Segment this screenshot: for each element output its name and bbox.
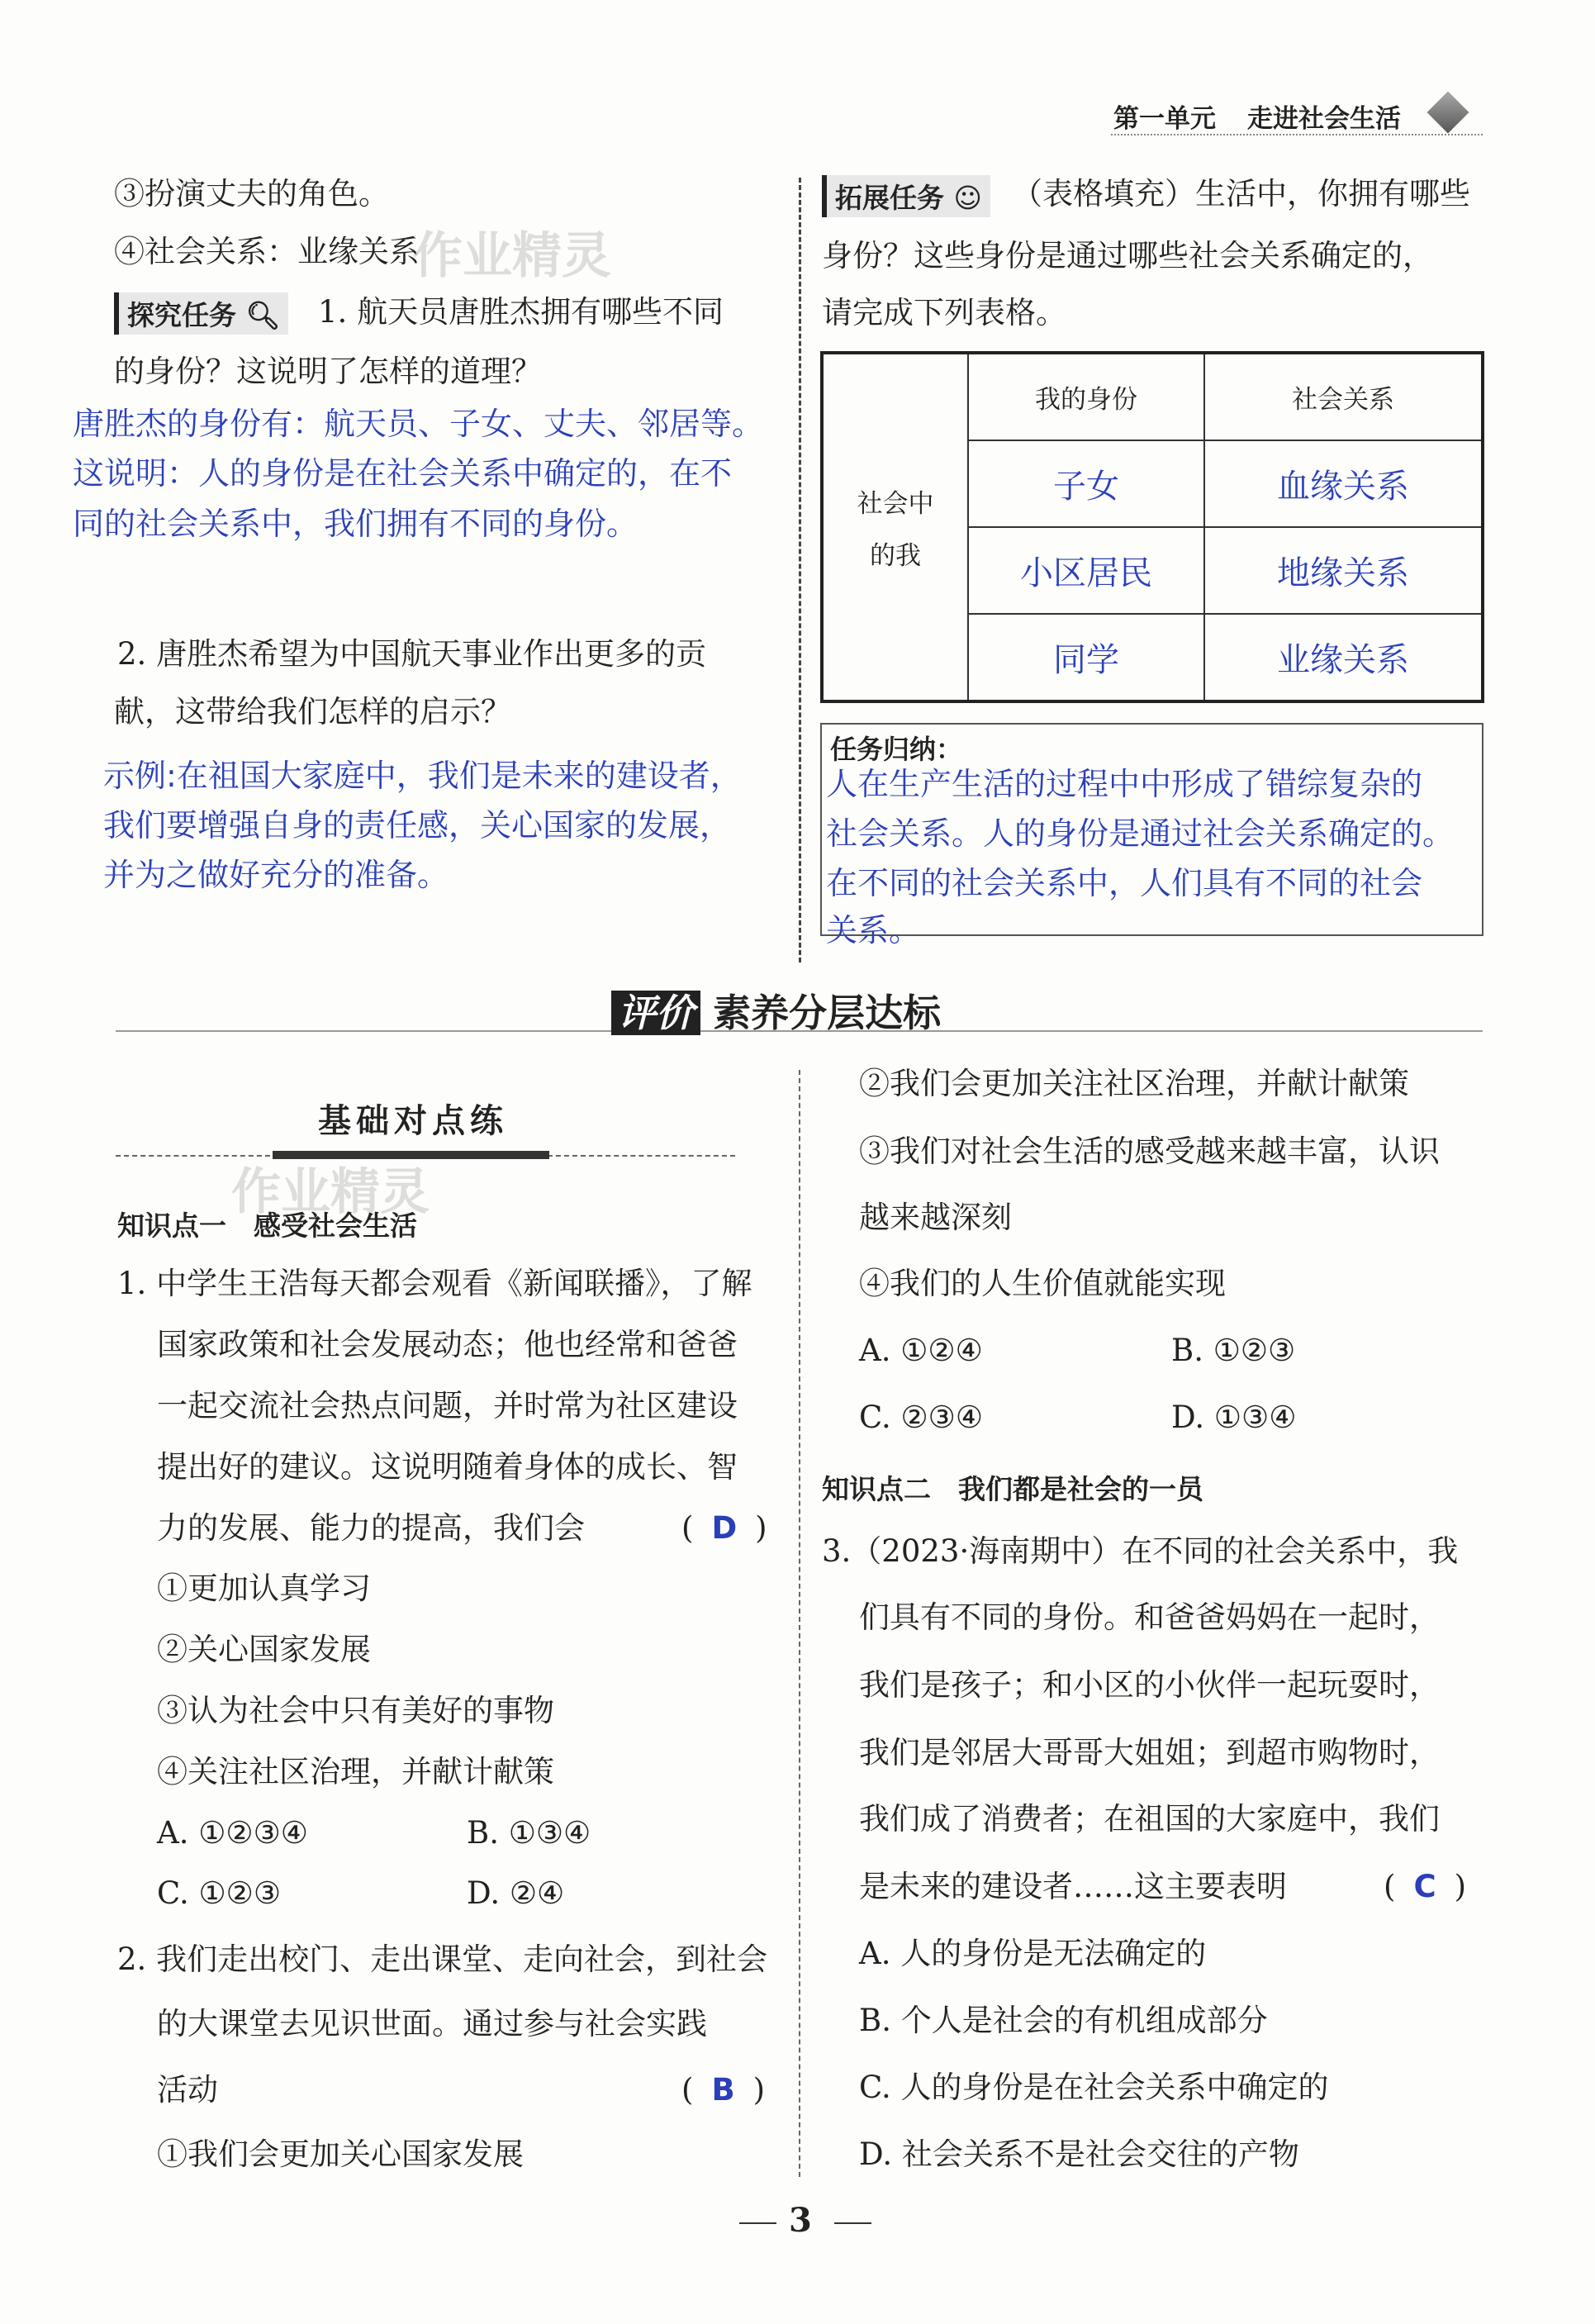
q3-line: 我们是孩子；和小区的小伙伴一起玩耍时， [859,1667,1440,1703]
table-cell-relation: 血缘关系 [1204,440,1483,527]
q1-line: 一起交流社会热点问题，并时常为社区建设 [157,1388,738,1423]
table-cell-identity: 子女 [968,440,1204,527]
q2-line: 活动 [157,2072,218,2108]
summary-line-c: 在不同的社会关系中，人们具有不同的社会 [826,865,1423,901]
col-header-relation: 社会关系 [1204,353,1483,440]
col-header-identity: 我的身份 [968,353,1204,440]
q3-line: 我们是邻居大哥哥大姐姐；到超市购物时， [859,1735,1440,1770]
q1-line: 提出好的建议。这说明随着身体的成长、智 [157,1449,738,1485]
page-number: 3 [789,2201,812,2240]
q1-option: ②关心国家发展 [157,1632,371,1667]
q3-line: 们具有不同的身份。和爸爸妈妈在一起时， [859,1599,1440,1635]
q3-choice: D. 社会关系不是社会交往的产物 [859,2136,1299,2172]
q2-option: ①我们会更加关心国家发展 [157,2136,524,2172]
q1-option: ①更加认真学习 [157,1571,371,1606]
header-unit: 第一单元 [1113,104,1216,134]
q1-line: 1. 中学生王浩每天都会观看《新闻联播》，了解 [117,1266,752,1301]
summary-line-b: 社会关系。人的身份是通过社会关系确定的。 [826,815,1455,852]
summary-line-d: 关系。 [826,912,921,948]
explore-task-label: 探究任务 [127,299,236,331]
q2-option: 越来越深刻 [859,1200,1012,1235]
explore-q2-b: 献，这带给我们怎样的启示？ [114,694,511,730]
q1-option: ③认为社会中只有美好的事物 [157,1693,554,1728]
row-header-line1: 社会中 [857,489,934,519]
q3-line: 我们成了消费者；在祖国的大家庭中，我们 [859,1801,1440,1837]
extension-intro-b: 身份？这些身份是通过哪些社会关系确定的， [822,238,1433,273]
section-title: 素养分层达标 [713,991,942,1035]
q1-choice-c: C. ①②③ [157,1875,282,1911]
header-rule [1111,134,1483,135]
q3-line: 3.（2023·海南期中）在不同的社会关系中，我 [822,1533,1459,1569]
section-banner [611,983,941,1038]
q2-choice-c: C. ②③④ [859,1400,984,1435]
table-cell-relation: 地缘关系 [1204,527,1483,614]
knowledge-point-2: 知识点二 我们都是社会的一员 [822,1473,1203,1505]
answer-1-a: 唐胜杰的身份有：航天员、子女、丈夫、邻居等。 [73,406,764,442]
answer-2-a: 示例:在祖国大家庭中，我们是未来的建设者， [103,758,742,794]
column-divider [799,178,801,962]
watermark-1: 作业精灵 [413,227,611,285]
footer-dash-left [739,2222,776,2224]
practice-title: 基础对点练 [318,1102,508,1140]
q1-answer: ( D ) [681,1510,767,1546]
q2-choice-b: B. ①②③ [1171,1333,1296,1368]
line-relation: ④社会关系：业缘关系 [114,234,420,269]
table-cell-relation: 业缘关系 [1204,614,1483,701]
summary-title: 任务归纳： [830,734,963,765]
q3-choice: A. 人的身份是无法确定的 [859,1936,1207,1971]
watermark-2: 作业精灵 [231,1163,430,1221]
section-logo: 评价 [611,991,700,1035]
q2-line: 的大课堂去见识世面。通过参与社会实践 [157,2006,707,2041]
answer-1-c: 同的社会关系中，我们拥有不同的身份。 [73,506,638,542]
knowledge-point-1: 知识点一 感受社会生活 [117,1210,417,1242]
q1-choice-d: D. ②④ [467,1875,565,1911]
q1-choice-b: B. ①③④ [467,1815,591,1851]
extension-task-label: 拓展任务 [835,182,944,214]
q3-answer-letter: C [1413,1869,1436,1904]
q1-line: 力的发展、能力的提高，我们会 [157,1510,585,1546]
explore-q1-b: 的身份？这说明了怎样的道理？ [114,354,542,389]
column-divider-bottom [799,1070,800,2177]
q1-choice-a: A. ①②③④ [157,1815,308,1851]
line-role: ③扮演丈夫的角色。 [114,176,389,211]
q2-choice-d: D. ①③④ [1171,1400,1297,1435]
table-cell-identity: 同学 [968,614,1204,701]
q2-option: ②我们会更加关注社区治理，并献计献策 [859,1066,1409,1101]
table-row-header [822,353,968,701]
q2-option: ④我们的人生价值就能实现 [859,1266,1226,1301]
extension-intro-c: 请完成下列表格。 [822,295,1066,330]
q3-choice: C. 人的身份是在社会关系中确定的 [859,2070,1329,2105]
explore-task-tag [114,292,288,335]
q3-answer: ( C ) [1384,1869,1467,1904]
q2-option: ③我们对社会生活的感受越来越丰富，认识 [859,1133,1440,1169]
header-diamond-icon [1427,92,1469,134]
answer-1-b: 这说明：人的身份是在社会关系中确定的，在不 [73,455,733,492]
explore-q2-a: 2. 唐胜杰希望为中国航天事业作出更多的贡 [117,636,707,672]
q2-answer: ( B ) [681,2072,766,2108]
q1-line: 国家政策和社会发展动态；他也经常和爸爸 [157,1327,738,1362]
extension-intro-a: （表格填充）生活中，你拥有哪些 [1012,176,1470,211]
identity-table [820,351,1484,703]
q2-line: 2. 我们走出校门、走出课堂、走向社会，到社会 [117,1941,768,1977]
extension-task-tag [822,175,990,217]
q2-answer-letter: B [711,2072,735,2108]
explore-q1-a: 1. 航天员唐胜杰拥有哪些不同 [318,294,724,330]
q1-option: ④关注社区治理，并献计献策 [157,1754,554,1789]
header-title: 走进社会生活 [1247,104,1401,134]
answer-2-c: 并为之做好充分的准备。 [103,857,449,893]
q3-line: 是未来的建设者……这主要表明 [859,1869,1287,1904]
row-header-line2: 的我 [870,541,921,571]
footer-dash-right [834,2222,871,2224]
group-icon: ☺ [953,182,982,214]
table-cell-identity: 小区居民 [968,527,1204,614]
summary-line-a: 人在生产生活的过程中中形成了错综复杂的 [826,766,1423,802]
magnifier-icon: 🔍︎ [245,299,281,331]
q3-choice: B. 个人是社会的有机组成部分 [859,2003,1268,2038]
answer-2-b: 我们要增强自身的责任感，关心国家的发展， [103,807,732,844]
q1-answer-letter: D [711,1510,738,1546]
q2-choice-a: A. ①②④ [859,1333,983,1368]
